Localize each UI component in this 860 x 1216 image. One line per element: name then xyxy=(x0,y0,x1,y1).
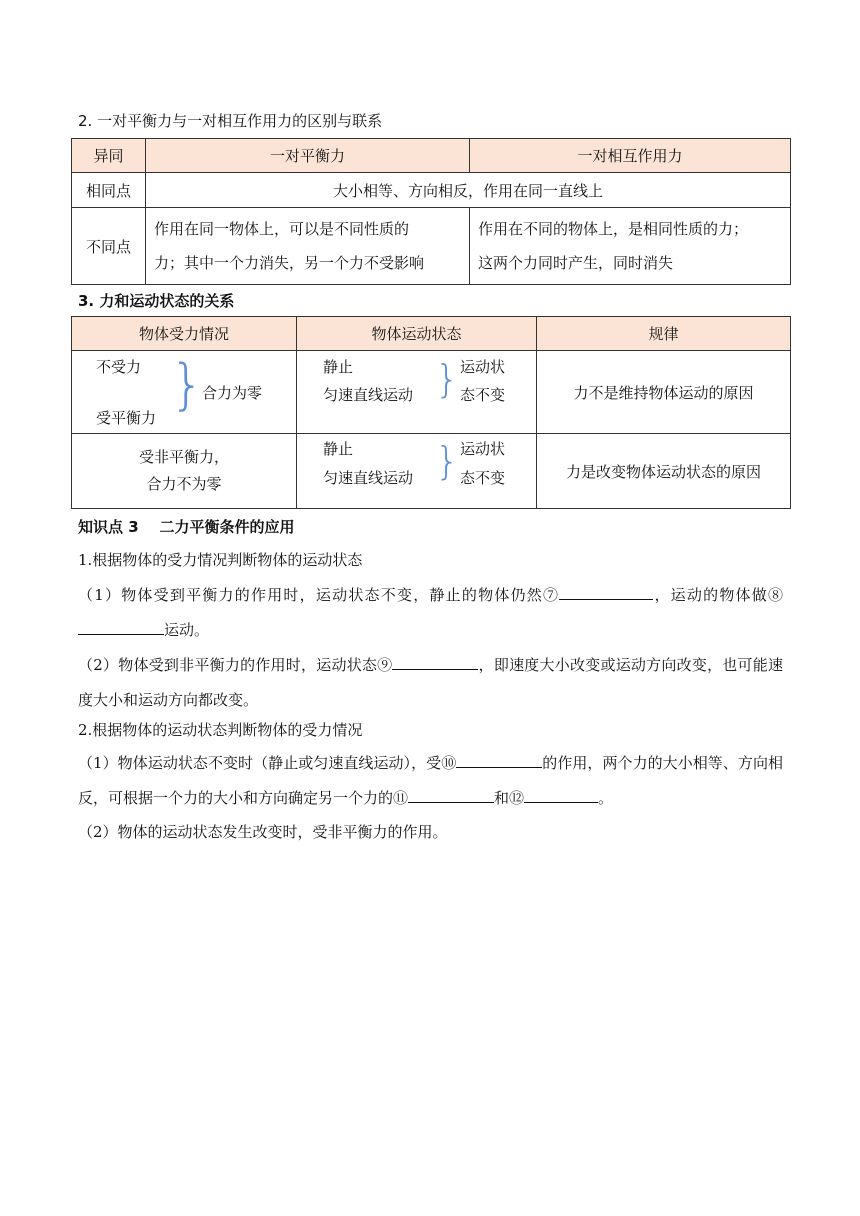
p2-1: （1）物体运动状态不变时（静止或匀速直线运动），受⑩ 的作用，两个力的大小相等、方向相反，可根据一个力的大小和方向确定另一个力的⑪ 和⑫ 。 xyxy=(78,746,783,816)
answer-blank-7[interactable] xyxy=(559,581,653,600)
motion-result-2: 态不变 xyxy=(460,469,506,487)
motion-uniform: 匀速直线运动 xyxy=(323,386,414,404)
motion-result-2: 态不变 xyxy=(460,386,506,404)
row-diff-balance: 作用在同一物体上，可以是不同性质的 力；其中一个力消失，另一个力不受影响 xyxy=(146,208,470,285)
brace-icon: } xyxy=(170,353,205,416)
row1-force-cell xyxy=(72,351,297,434)
force-unbalanced: 受非平衡力， xyxy=(138,448,229,466)
header-interaction-pair: 一对相互作用力 xyxy=(470,139,791,173)
row2-motion-cell xyxy=(297,434,537,509)
row1-rule: 力不是维持物体运动的原因 xyxy=(537,351,791,434)
brace-icon: } xyxy=(435,439,460,483)
header-force: 物体受力情况 xyxy=(72,317,297,351)
knowledge-point-title: 二力平衡条件的应用 xyxy=(159,518,295,536)
force-net-nonzero: 合力不为零 xyxy=(146,475,222,493)
header-balance-pair: 一对平衡力 xyxy=(146,139,470,173)
knowledge-point-label: 知识点 3 xyxy=(78,518,139,536)
row1-motion-cell xyxy=(297,351,537,434)
p1-2: （2）物体受到非平衡力的作用时，运动状态⑨ ，即速度大小改变或运动方向改变，也可能速度大小和运动方向都改变。 xyxy=(78,648,783,718)
force-no-force: 不受力 xyxy=(96,358,142,376)
motion-rest: 静止 xyxy=(323,440,354,458)
motion-result-1: 运动状 xyxy=(460,358,506,376)
balance-vs-interaction-table xyxy=(71,138,791,285)
answer-blank-11[interactable] xyxy=(408,784,494,803)
row2-force-cell xyxy=(72,434,297,509)
section-2-title: 2. 一对平衡力与一对相互作用力的区别与联系 xyxy=(78,112,383,130)
header-motion: 物体运动状态 xyxy=(297,317,537,351)
force-motion-table xyxy=(71,316,791,509)
force-net-zero: 合力为零 xyxy=(202,384,263,402)
header-similarity: 异同 xyxy=(72,139,146,173)
header-rule: 规律 xyxy=(537,317,791,351)
force-balanced: 受平衡力 xyxy=(96,409,157,427)
row-same-label: 相同点 xyxy=(72,173,146,208)
motion-uniform: 匀速直线运动 xyxy=(323,469,414,487)
answer-blank-12[interactable] xyxy=(524,784,598,803)
answer-blank-8[interactable] xyxy=(78,616,164,635)
motion-rest: 静止 xyxy=(323,358,354,376)
answer-blank-9[interactable] xyxy=(392,651,478,670)
answer-blank-10[interactable] xyxy=(456,749,542,768)
row2-rule: 力是改变物体运动状态的原因 xyxy=(537,434,791,509)
row-diff-label: 不同点 xyxy=(72,208,146,285)
brace-icon: } xyxy=(435,357,460,401)
row-diff-interaction: 作用在不同的物体上，是相同性质的力； 这两个力同时产生，同时消失 xyxy=(470,208,791,285)
p1-1: （1）物体受到平衡力的作用时，运动状态不变，静止的物体仍然⑦ ，运动的物体做⑧运动。 xyxy=(78,578,783,648)
p2-2: （2）物体的运动状态发生改变时，受非平衡力的作用。 xyxy=(78,823,448,841)
p2-title: 2.根据物体的运动状态判断物体的受力情况 xyxy=(78,721,363,739)
motion-result-1: 运动状 xyxy=(460,440,506,458)
p1-title: 1.根据物体的受力情况判断物体的运动状态 xyxy=(78,551,363,569)
section-3-title: 3. 力和运动状态的关系 xyxy=(78,292,235,310)
row-same-text: 大小相等、方向相反，作用在同一直线上 xyxy=(146,173,791,208)
knowledge-point-3-heading xyxy=(78,516,294,537)
